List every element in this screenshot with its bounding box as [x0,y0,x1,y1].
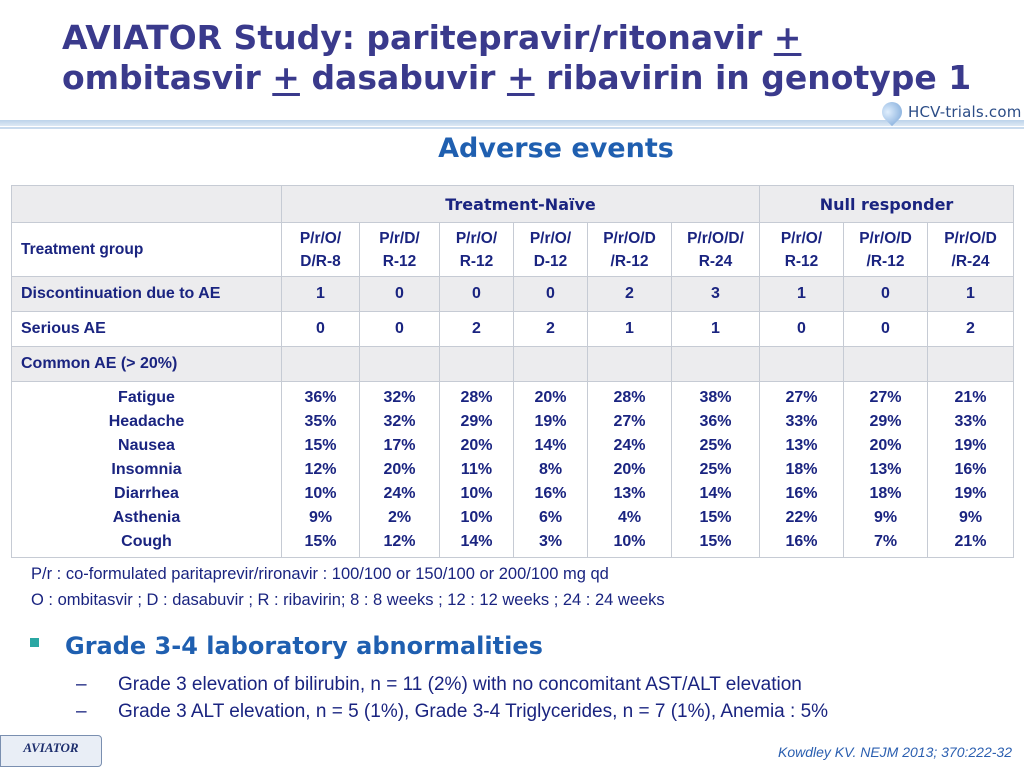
common-ae-label: Common AE (> 20%) [12,347,282,382]
discontinuation-row [12,277,1014,312]
ae-percent: 2% [387,509,412,526]
square-bullet-icon [30,638,39,647]
ae-percent: 28% [613,389,646,406]
ae-percent: 12% [383,533,416,550]
value-cell: 1 [760,277,844,312]
ae-percent: 22% [785,509,818,526]
empty-cell [282,347,360,382]
ae-percent: 29% [460,413,493,430]
footnote-abbrev-1: P/r : co-formulated paritaprevir/rironavir : 100/100 or 150/100 or 200/100 mg qd [31,565,609,583]
ae-value-list [928,382,1014,558]
section-subtitle: Adverse events [438,133,674,164]
regimen-header [440,223,514,277]
ae-percent: 7% [873,533,898,550]
drop-icon [878,98,906,126]
ae-percent: 19% [954,437,987,454]
ae-percent: 14% [460,533,493,550]
group-header-row [12,186,1014,223]
ae-percent: 24% [613,437,646,454]
ae-percent: 36% [304,389,337,406]
regimen-header [360,223,440,277]
value-cell: 1 [282,277,360,312]
ae-percent: 25% [699,437,732,454]
ae-percent: 14% [699,485,732,502]
value-cell: 0 [440,277,514,312]
ae-percent: 33% [785,413,818,430]
ae-percent: 29% [869,413,902,430]
title-line-2: ombitasvir + dasabuvir + ribavirin in genotype 1 [62,58,972,97]
ae-percent: 24% [383,485,416,502]
ae-value-list [514,382,588,558]
value-cell: 0 [282,312,360,347]
empty-corner-cell [12,186,282,223]
regimen-header-line: P/r/O/ [529,229,572,247]
regimen-header [844,223,928,277]
lab-item-alt: – Grade 3 ALT elevation, n = 5 (1%), Grade 3-4 Triglycerides, n = 7 (1%), Anemia : 5% [76,701,829,722]
ae-percent: 36% [699,413,732,430]
ae-percent: 20% [460,437,493,454]
empty-cell [672,347,760,382]
study-badge: AVIATOR [0,735,102,767]
regimen-header-line: R-12 [784,252,819,270]
discontinuation-row-label: Discontinuation due to AE [12,277,282,312]
ae-name: Insomnia [111,461,182,478]
regimen-header-line: R-12 [382,252,417,270]
ae-percent: 18% [785,461,818,478]
empty-cell [514,347,588,382]
ae-percent: 14% [534,437,567,454]
ae-percent: 21% [954,533,987,550]
ae-percent: 15% [304,437,337,454]
ae-percent: 21% [954,389,987,406]
ae-percent: 16% [534,485,567,502]
ae-name: Diarrhea [114,485,179,502]
regimen-header [514,223,588,277]
ae-value-list [440,382,514,558]
regimen-header-line: R-12 [459,252,494,270]
dash-bullet: – [76,701,87,722]
empty-cell [844,347,928,382]
empty-cell [360,347,440,382]
regimen-header-line: /R-24 [951,252,990,270]
group-null-responder: Null responder [760,186,1014,223]
regimen-header [760,223,844,277]
regimen-header-line: P/r/D/ [379,229,420,247]
ae-percent: 27% [785,389,818,406]
ae-percent: 17% [383,437,416,454]
value-cell: 1 [928,277,1014,312]
ae-percent: 27% [869,389,902,406]
ae-percent: 15% [699,509,732,526]
ae-percent: 16% [785,485,818,502]
ae-percent: 19% [534,413,567,430]
regimen-header-line: /R-12 [610,252,649,270]
ae-percent: 3% [538,533,563,550]
ae-percent: 15% [304,533,337,550]
ae-percent: 13% [785,437,818,454]
regimen-header-line: P/r/O/D [944,229,997,247]
value-cell: 0 [844,277,928,312]
ae-percent: 20% [869,437,902,454]
value-cell: 0 [844,312,928,347]
ae-value-list [672,382,760,558]
value-cell: 2 [440,312,514,347]
serious-ae-row-label: Serious AE [12,312,282,347]
ae-percent: 16% [954,461,987,478]
regimen-header-line: /R-12 [866,252,905,270]
ae-percent: 25% [699,461,732,478]
hcv-trials-logo [882,99,1022,125]
value-cell: 0 [360,277,440,312]
ae-percent: 9% [873,509,898,526]
ae-percent: 4% [617,509,642,526]
ae-name: Cough [121,533,172,550]
ae-percent: 9% [958,509,983,526]
regimen-header [282,223,360,277]
ae-percent: 16% [785,533,818,550]
ae-percent: 20% [383,461,416,478]
ae-detail-row [12,382,1014,558]
value-cell: 2 [928,312,1014,347]
ae-percent: 9% [308,509,333,526]
ae-name: Headache [108,413,185,430]
ae-percent: 20% [613,461,646,478]
citation: Kowdley KV. NEJM 2013; 370:222-32 [778,744,1012,760]
ae-percent: 19% [954,485,987,502]
ae-percent: 6% [538,509,563,526]
value-cell: 2 [514,312,588,347]
ae-percent: 12% [304,461,337,478]
footnote-abbrev-2: O : ombitasvir ; D : dasabuvir ; R : ribavirin; 8 : 8 weeks ; 12 : 12 weeks ; 24 : 24 weeks [31,591,665,609]
ae-value-list [360,382,440,558]
value-cell: 0 [760,312,844,347]
ae-value-list [760,382,844,558]
ae-percent: 38% [699,389,732,406]
ae-percent: 13% [869,461,902,478]
regimen-header [672,223,760,277]
ae-percent: 18% [869,485,902,502]
title-line-1: AVIATOR Study: paritepravir/ritonavir + [62,18,802,57]
title-divider-thin [0,127,1024,129]
ae-percent: 33% [954,413,987,430]
empty-cell [440,347,514,382]
ae-name: Nausea [118,437,175,454]
empty-cell [588,347,672,382]
ae-percent: 10% [613,533,646,550]
ae-percent: 28% [460,389,493,406]
regimen-header-line: P/r/O/ [455,229,498,247]
ae-value-list [588,382,672,558]
regimen-header-line: R-24 [698,252,733,270]
regimen-header-line: P/r/O/D/ [687,229,744,247]
common-ae-row [12,347,1014,382]
ae-percent: 35% [304,413,337,430]
value-cell: 1 [672,312,760,347]
regimen-header-line: D/R-8 [300,252,341,270]
ae-name-list [12,382,282,558]
ae-percent: 27% [613,413,646,430]
ae-name: Fatigue [118,389,175,406]
regimen-header-line: D-12 [533,252,568,270]
empty-cell [928,347,1014,382]
treatment-group-label: Treatment group [12,223,282,277]
dash-bullet: – [76,674,87,695]
regimen-header-line: P/r/O/ [299,229,342,247]
regimen-header-line: P/r/O/D [859,229,912,247]
ae-percent: 32% [383,389,416,406]
empty-cell [760,347,844,382]
regimen-header-line: P/r/O/ [780,229,823,247]
regimen-header-line: P/r/O/D [603,229,656,247]
logo-text: HCV-trials.com [908,103,1022,121]
ae-percent: 32% [383,413,416,430]
treatment-group-row [12,223,1014,277]
ae-percent: 10% [460,509,493,526]
ae-name: Asthenia [112,509,181,526]
ae-percent: 15% [699,533,732,550]
value-cell: 0 [514,277,588,312]
lab-abnormalities-heading: Grade 3-4 laboratory abnormalities [30,632,543,660]
lab-item-bilirubin: – Grade 3 elevation of bilirubin, n = 11 (2%) with no concomitant AST/ALT elevation [76,674,802,695]
serious-ae-row [12,312,1014,347]
value-cell: 3 [672,277,760,312]
value-cell: 1 [588,312,672,347]
regimen-header [928,223,1014,277]
ae-percent: 8% [538,461,563,478]
ae-percent: 11% [460,461,493,478]
regimen-header [588,223,672,277]
slide-title [62,18,982,98]
ae-value-list [282,382,360,558]
ae-percent: 10% [460,485,493,502]
ae-percent: 20% [534,389,567,406]
adverse-events-table [11,185,1014,558]
ae-percent: 13% [613,485,646,502]
group-treatment-naive: Treatment-Naïve [282,186,760,223]
ae-percent: 10% [304,485,337,502]
title-divider [0,120,1024,126]
value-cell: 2 [588,277,672,312]
value-cell: 0 [360,312,440,347]
ae-value-list [844,382,928,558]
